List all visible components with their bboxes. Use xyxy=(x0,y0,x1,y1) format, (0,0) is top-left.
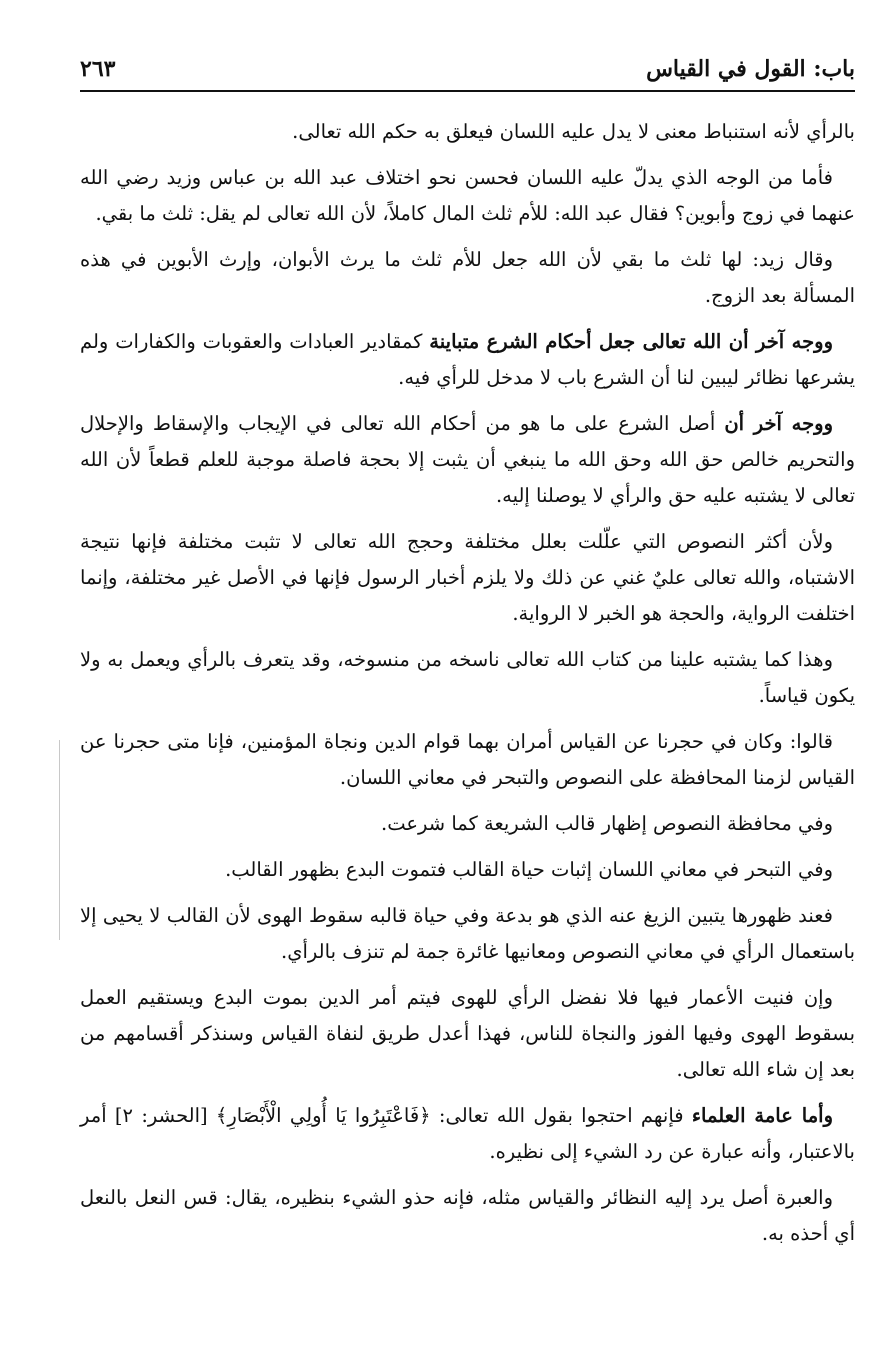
chapter-title: باب: القول في القياس xyxy=(646,56,855,82)
page-body xyxy=(80,114,855,1262)
paragraph-3 xyxy=(80,242,855,314)
paragraph-text: ولأن أكثر النصوص التي علّلت بعلل مختلفة وحجج الله تعالى لا تثبت مختلفة فإنها نتيجة الاشتباه، والله تعالى عليٌ غني عن ذلك ولا يلزم أخبار الرسول فإنها في الأصل غير مختلفة، وإنما اختلفت الرواية، والحجة هو الخبر لا الرواية. xyxy=(80,530,855,625)
paragraph-text: فأما من الوجه الذي يدلّ عليه اللسان فحسن نحو اختلاف عبد الله بن عباس وزيد رضي الله عنهما في زوج وأبوين؟ فقال عبد الله: للأم ثلث المال كاملاً، لأن الله تعالى لم يقل: ثلث ما بقي. xyxy=(80,166,855,225)
paragraph-text: وقال زيد: لها ثلث ما بقي لأن الله جعل للأم ثلث ما يرث الأبوان، وإرث الأبوين في هذه المسألة بعد الزوج. xyxy=(80,248,855,307)
paragraph-text: كمقادير العبادات والعقوبات والكفارات ولم يشرعها نظائر ليبين لنا أن الشرع باب لا مدخل للرأي فيه. xyxy=(80,330,855,389)
paragraph-lead: ووجه آخر أن الله تعالى جعل أحكام الشرع متباينة xyxy=(429,330,833,353)
paragraph-text: بالرأي لأنه استنباط معنى لا يدل عليه اللسان فيعلق به حكم الله تعالى. xyxy=(292,120,855,143)
paragraph-text: قالوا: وكان في حجرنا عن القياس أمران بهما قوام الدين ونجاة المؤمنين، فإنا متى حجرنا عن القياس لزمنا المحافظة على النصوص والتبحر في معاني اللسان. xyxy=(80,730,855,789)
paragraph-text: وهذا كما يشتبه علينا من كتاب الله تعالى ناسخه من منسوخه، وقد يتعرف بالرأي ويعمل به ولا يكون قياساً. xyxy=(80,648,855,707)
paragraph-text: وفي التبحر في معاني اللسان إثبات حياة القالب فتموت البدع بظهور القالب. xyxy=(225,858,833,881)
paragraph-14 xyxy=(80,1180,855,1252)
paragraph-lead: ووجه آخر أن xyxy=(724,412,834,435)
paragraph-4 xyxy=(80,324,855,396)
paragraph-text: أصل الشرع على ما هو من أحكام الله تعالى في الإيجاب والإسقاط والإحلال والتحريم خالص حق الله وحق الله ما ينبغي أن يثبت إلا بحجة فاصلة موجبة للعلم قطعاً لأن الله تعالى لا يشتبه عليه حق والرأي لا يوصلنا إليه. xyxy=(80,412,855,507)
paragraph-5 xyxy=(80,406,855,514)
paragraph-text: وفي محافظة النصوص إظهار قالب الشريعة كما شرعت. xyxy=(381,812,833,835)
paragraph-7 xyxy=(80,642,855,714)
paragraph-9 xyxy=(80,806,855,842)
paragraph-2 xyxy=(80,160,855,232)
paragraph-6 xyxy=(80,524,855,632)
paragraph-lead: وأما عامة العلماء xyxy=(691,1104,833,1127)
paragraph-text: وإن فنيت الأعمار فيها فلا نفضل الرأي للهوى فيتم أمر الدين بموت البدع ويستقيم العمل بسقوط الهوى وفيها الفوز والنجاة للناس، فهذا أعدل طريق لنفاة القياس وسنذكر أقسامهم من بعد إن شاء الله تعالى. xyxy=(80,986,855,1081)
paragraph-12 xyxy=(80,980,855,1088)
paragraph-11 xyxy=(80,898,855,970)
page-header xyxy=(80,44,855,92)
paragraph-10 xyxy=(80,852,855,888)
paragraph-8 xyxy=(80,724,855,796)
paragraph-1 xyxy=(80,114,855,150)
paragraph-text: فإنهم احتجوا بقول الله تعالى: ﴿فَاعْتَبِرُوا يَا أُولِي الْأَبْصَارِ﴾ [الحشر: ٢] أمر بالاعتبار، وأنه عبارة عن رد الشيء إلى نظيره. xyxy=(80,1104,855,1163)
paragraph-text: والعبرة أصل يرد إليه النظائر والقياس مثله، فإنه حذو الشيء بنظيره، يقال: قس النعل بالنعل أي أحذه به. xyxy=(80,1186,855,1245)
paragraph-text: فعند ظهورها يتبين الزيغ عنه الذي هو بدعة وفي حياة قالبه سقوط الهوى لأن القالب لا يحيى إلا باستعمال الرأي في معاني النصوص ومعانيها غائرة جمة لم تنزف بالرأي. xyxy=(80,904,855,963)
margin-mark xyxy=(59,740,60,940)
paragraph-13 xyxy=(80,1098,855,1170)
page-number: ٢٦٣ xyxy=(80,56,116,82)
